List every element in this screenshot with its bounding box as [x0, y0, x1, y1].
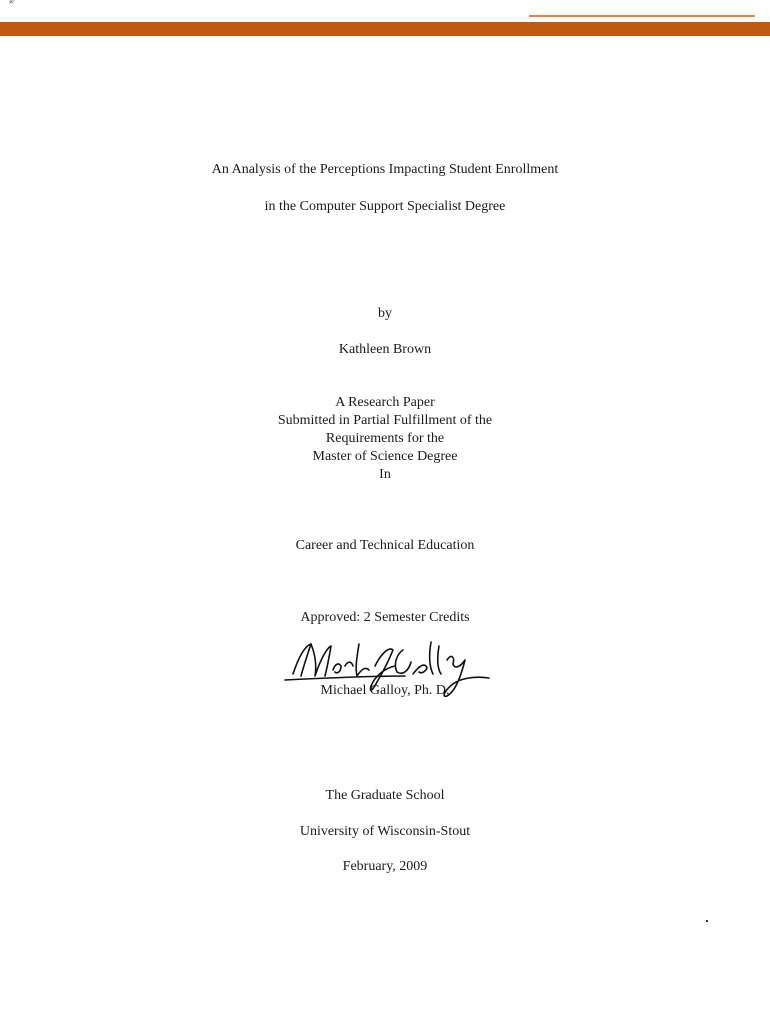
submission-line-1: A Research Paper [335, 395, 435, 410]
advisor-name: Michael Galloy, Ph. D. [320, 683, 450, 698]
stray-mark [706, 920, 708, 922]
university-name: University of Wisconsin-Stout [299, 824, 471, 839]
submission-line-5: In [379, 467, 391, 482]
submission-line-4: Master of Science Degree [312, 449, 458, 464]
title-line-1: An Analysis of the Perceptions Impacting Student Enrollment [211, 162, 559, 177]
by-label: by [378, 306, 392, 321]
corner-mark: ᵏ [3, 0, 17, 4]
submission-line-3: Requirements for the [325, 431, 445, 446]
graduate-school: The Graduate School [325, 788, 445, 803]
author-name: Kathleen Brown [338, 342, 432, 357]
field-of-study: Career and Technical Education [295, 538, 475, 553]
approval-credits: Approved: 2 Semester Credits [300, 610, 470, 625]
submission-line-2: Submitted in Partial Fulfillment of the [277, 413, 493, 428]
title-line-2: in the Computer Support Specialist Degree [264, 199, 506, 214]
header-rule [529, 15, 755, 17]
submission-date: February, 2009 [342, 859, 428, 874]
header-bar [0, 22, 770, 36]
